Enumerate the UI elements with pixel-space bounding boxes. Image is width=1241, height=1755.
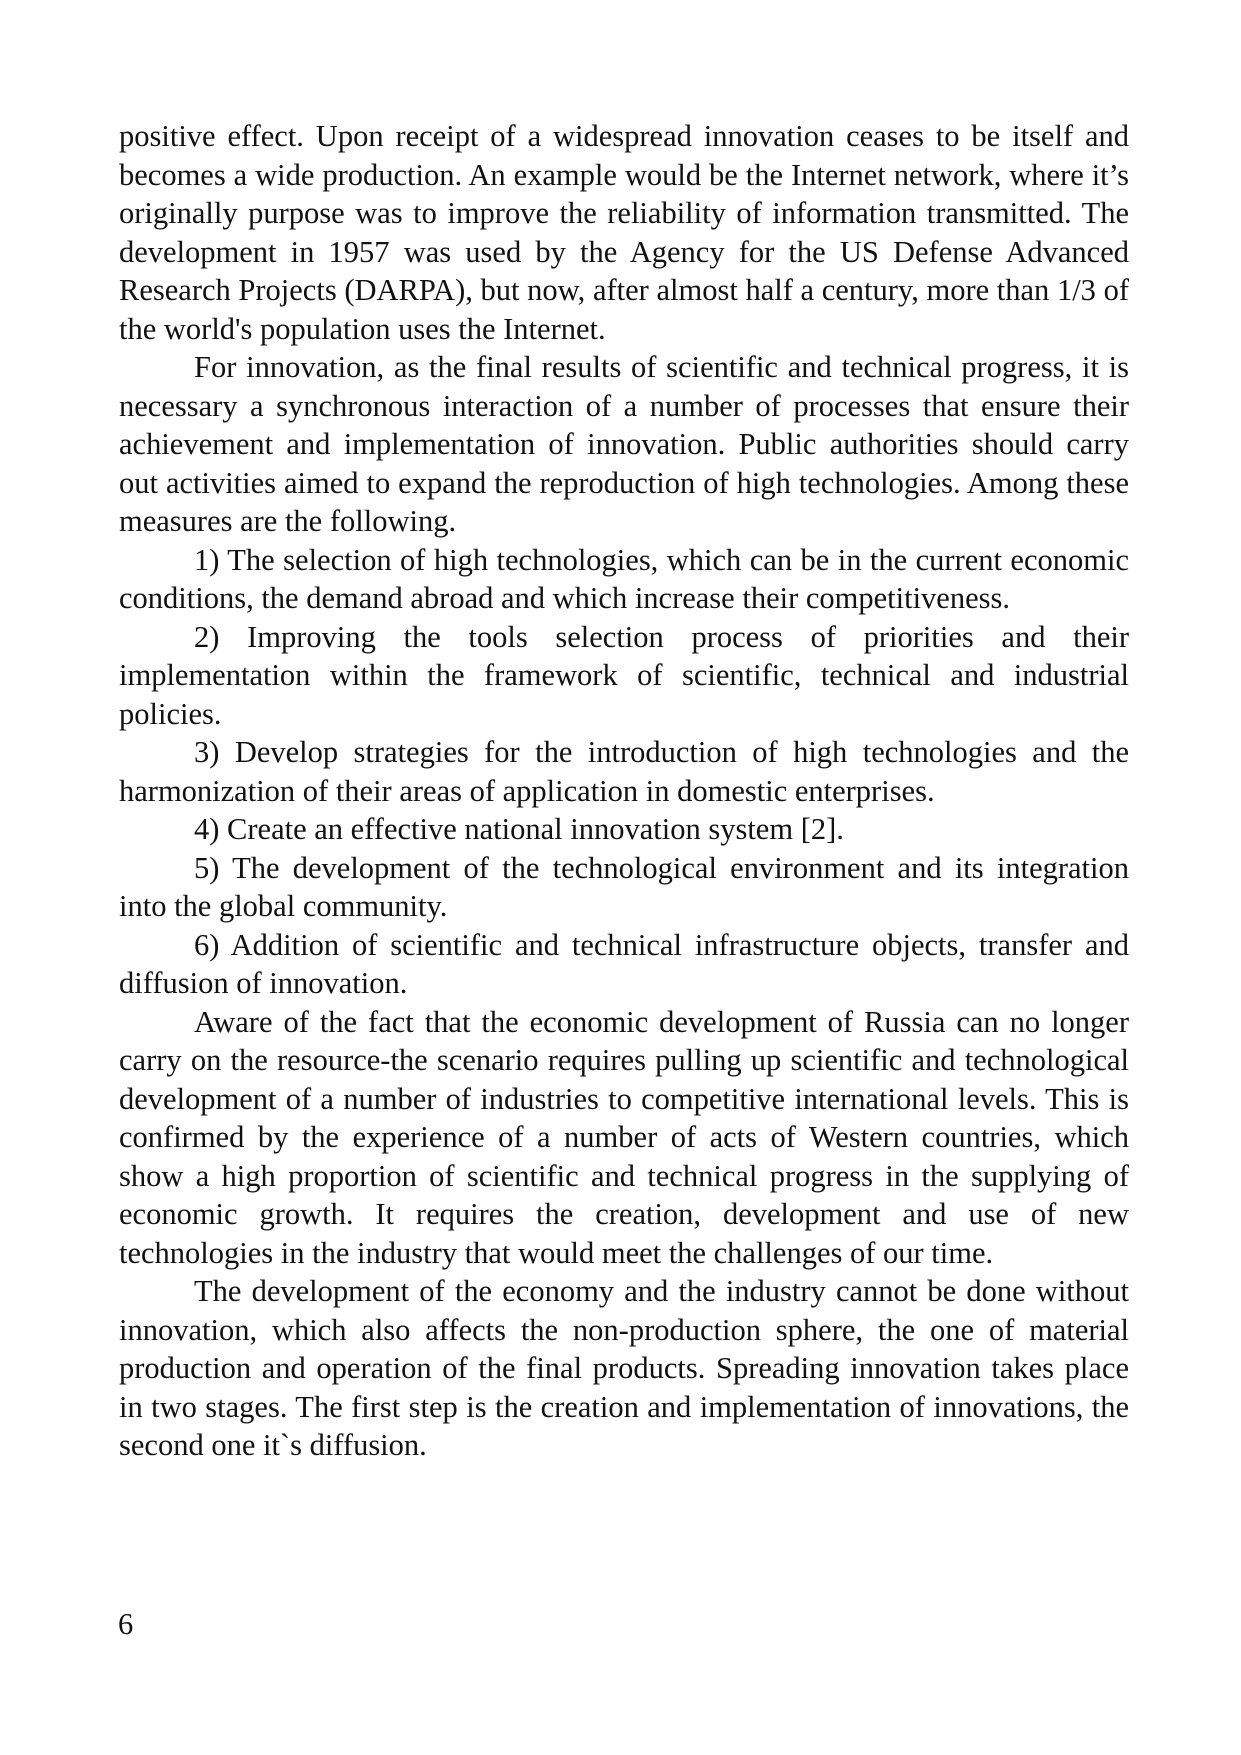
list-item-6: 6) Addition of scientific and technical infrastructure objects, transfer and diffusion of innovation.: [119, 927, 1129, 1000]
list-item-3: 3) Develop strategies for the introduction of high technologies and the harmonization of their areas of application in domestic enterprises.: [119, 735, 1129, 808]
list-item-2: 2) Improving the tools selection process of priorities and their implementation within the framework of scientific, technical and industrial policies.: [119, 619, 1129, 731]
list-item-1: 1) The selection of high technologies, which can be in the current economic conditions, the demand abroad and which increase their competitiveness.: [119, 542, 1129, 615]
paragraph-innovation-processes: For innovation, as the final results of scientific and technical progress, it is necessary a synchronous interaction of a number of processes that ensure their achievement and implementation of innovation. Public authorities should carry out activities aimed to expand the reproduction of high technologies. Among these measures are the following.: [119, 350, 1129, 538]
list-item-4: 4) Create an effective national innovation system [2].: [194, 812, 844, 846]
paragraph-internet-example: positive effect. Upon receipt of a widespread innovation ceases to be itself and becomes a wide production. An example would be the Internet network, where it’s originally purpose was to improve the reliability of information transmitted. The development in 1957 was used by the Agency for the US Defense Advanced Research Projects (DARPA), but now, after almost half a century, more than 1/3 of the world's population uses the Internet.: [119, 119, 1129, 346]
page-number: 6: [118, 1607, 134, 1641]
paragraph-russia-development: Aware of the fact that the economic development of Russia can no longer carry on the resource-the scenario requires pulling up scientific and technological development of a number of industries to competitive international levels. This is confirmed by the experience of a number of acts of Western countries, which show a high proportion of scientific and technical progress in the supplying of economic growth. It requires the creation, development and use of new technologies in the industry that would meet the challenges of our time.: [119, 1004, 1129, 1270]
list-item-5: 5) The development of the technological environment and its integration into the global community.: [119, 850, 1129, 923]
page-body: [119, 117, 1129, 1465]
paragraph-economy-industry: The development of the economy and the industry cannot be done without innovation, which also affects the non-production sphere, the one of material production and operation of the final products. Spreading innovation takes place in two stages. The first step is the creation and implementation of innovations, the second one it`s diffusion.: [119, 1274, 1129, 1462]
